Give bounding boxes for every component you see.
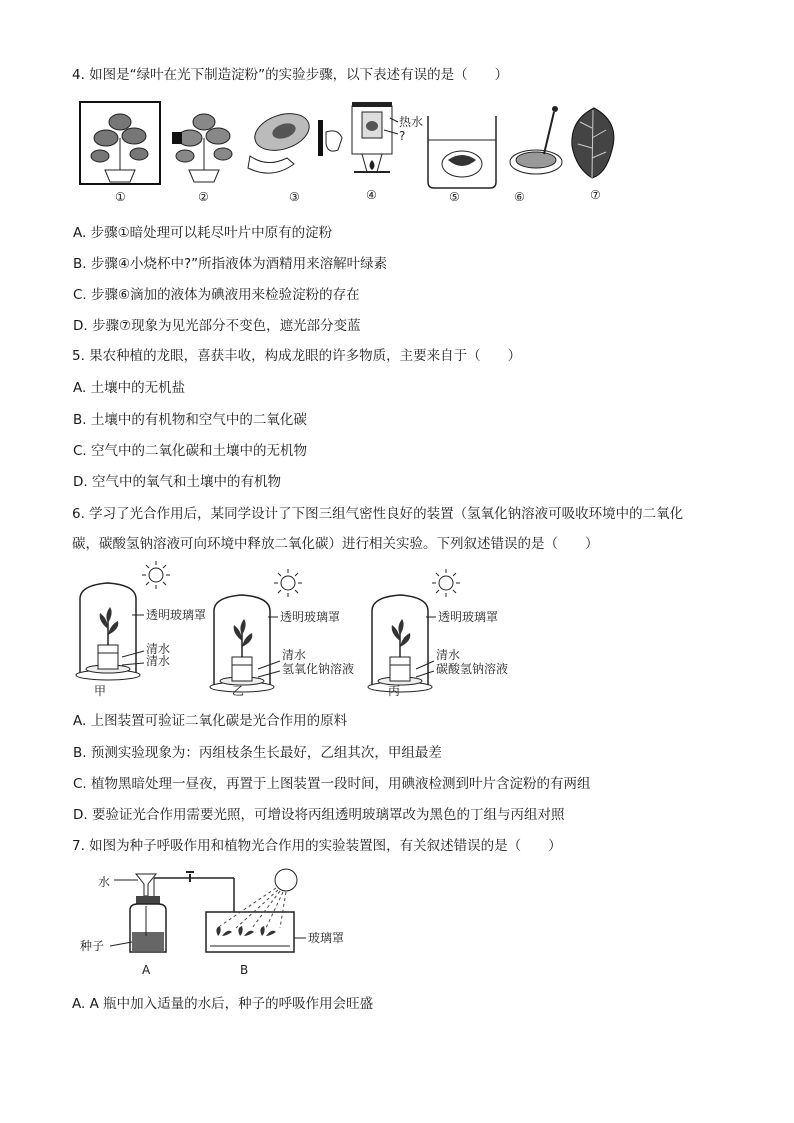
water-label: 水 [98, 875, 111, 889]
group-yi-liquid1-label: 清水 [282, 648, 307, 662]
group-yi-name: 乙 [232, 684, 245, 698]
group-jia-cover-label: 透明玻璃罩 [146, 608, 207, 622]
q5-stem: 5. 果农种植的龙眼，喜获丰收，构成龙眼的许多物质，主要来自于（ ） [72, 348, 522, 364]
step7-stained-leaf [572, 108, 614, 178]
group-bing-liquid2-label: 碳酸氢钠溶液 [436, 662, 509, 676]
q6-stem-line1: 6. 学习了光合作用后，某同学设计了下图三组气密性良好的装置（氢氧化钠溶液可吸收环境中的二氧化 [72, 506, 684, 522]
q4-option-a: A. 步骤①暗处理可以耗尽叶片中原有的淀粉 [73, 225, 333, 241]
q6-option-d: D. 要验证光合作用需要光照，可增设将丙组透明玻璃罩改为黑色的丁组与丙组对照 [73, 807, 565, 823]
group-jia-apparatus [76, 561, 206, 698]
q7-stem: 7. 如图为种子呼吸作用和植物光合作用的实验装置图，有关叙述错误的是（ ） [72, 838, 562, 854]
group-bing-cover-label: 透明玻璃罩 [438, 610, 499, 624]
step-number-6: ⑥ [514, 190, 525, 204]
q6-figure [72, 561, 532, 701]
glass-cover-label: 玻璃罩 [308, 931, 345, 945]
q6-stem-line2: 碳，碳酸氢钠溶液可向环境中释放二氧化碳）进行相关实验。下列叙述错误的是（ ） [72, 536, 599, 552]
step-number-4: ④ [366, 188, 377, 202]
q5-option-d: D. 空气中的氧气和土壤中的有机物 [73, 474, 281, 490]
step3b-hand [318, 120, 342, 156]
step6-petri-dish-dropper [510, 106, 562, 174]
group-yi-cover-label: 透明玻璃罩 [280, 610, 341, 624]
group-bing-apparatus [368, 569, 508, 698]
group-jia-liquid2-label: 清水 [146, 654, 171, 668]
step4-water-bath-beaker [352, 102, 423, 172]
group-bing-liquid1-label: 清水 [436, 648, 461, 662]
q4-option-d: D. 步骤⑦现象为见光部分不变色，遮光部分变蓝 [73, 318, 361, 334]
group-yi-liquid2-label: 氢氧化钠溶液 [282, 662, 355, 676]
q7-option-a: A. A 瓶中加入适量的水后，种子的呼吸作用会旺盛 [72, 996, 374, 1012]
step1-plant-in-dark-box [80, 102, 160, 184]
q6-option-b: B. 预测实验现象为：丙组枝条生长最好，乙组其次，甲组最差 [73, 745, 442, 761]
q4-stem: 4. 如图是“绿叶在光下制造淀粉”的实验步骤，以下表述有误的是（ ） [72, 67, 509, 83]
group-jia-name: 甲 [94, 684, 107, 698]
box-b-plants [206, 869, 344, 977]
q7-figure [80, 866, 380, 982]
label-b: B [240, 963, 249, 977]
q5-option-a: A. 土壤中的无机盐 [73, 380, 186, 396]
group-yi-apparatus [210, 569, 354, 698]
group-bing-name: 丙 [388, 684, 401, 698]
q6-option-a: A. 上图装置可验证二氧化碳是光合作用的原料 [73, 713, 348, 729]
q4-figure [72, 98, 632, 210]
hot-water-label: 热水 [399, 115, 424, 129]
q5-option-b: B. 土壤中的有机物和空气中的二氧化碳 [73, 412, 307, 428]
step-number-5: ⑤ [449, 190, 460, 204]
q4-option-b: B. 步骤④小烧杯中?”所指液体为酒精用来溶解叶绿素 [73, 256, 388, 272]
step-number-2: ② [198, 190, 209, 204]
step-number-7: ⑦ [590, 188, 601, 202]
group-jia-liquid1-label: 清水 [146, 642, 171, 656]
q5-option-c: C. 空气中的二氧化碳和土壤中的无机物 [73, 443, 308, 459]
question-mark-label: ? [399, 129, 406, 143]
q4-option-c: C. 步骤⑥滴加的液体为碘液用来检验淀粉的存在 [73, 287, 360, 303]
step5-beaker-with-leaf [428, 116, 496, 188]
q6-option-c: C. 植物黑暗处理一昼夜，再置于上图装置一段时间，用碘液检测到叶片含淀粉的有两组 [73, 776, 591, 792]
step-number-1: ① [115, 190, 126, 204]
step-number-3: ③ [289, 190, 300, 204]
seed-label: 种子 [80, 939, 105, 953]
step2-plant-covered-leaf [172, 114, 232, 182]
label-a: A [142, 963, 151, 977]
step3-picking-leaf [248, 107, 314, 173]
